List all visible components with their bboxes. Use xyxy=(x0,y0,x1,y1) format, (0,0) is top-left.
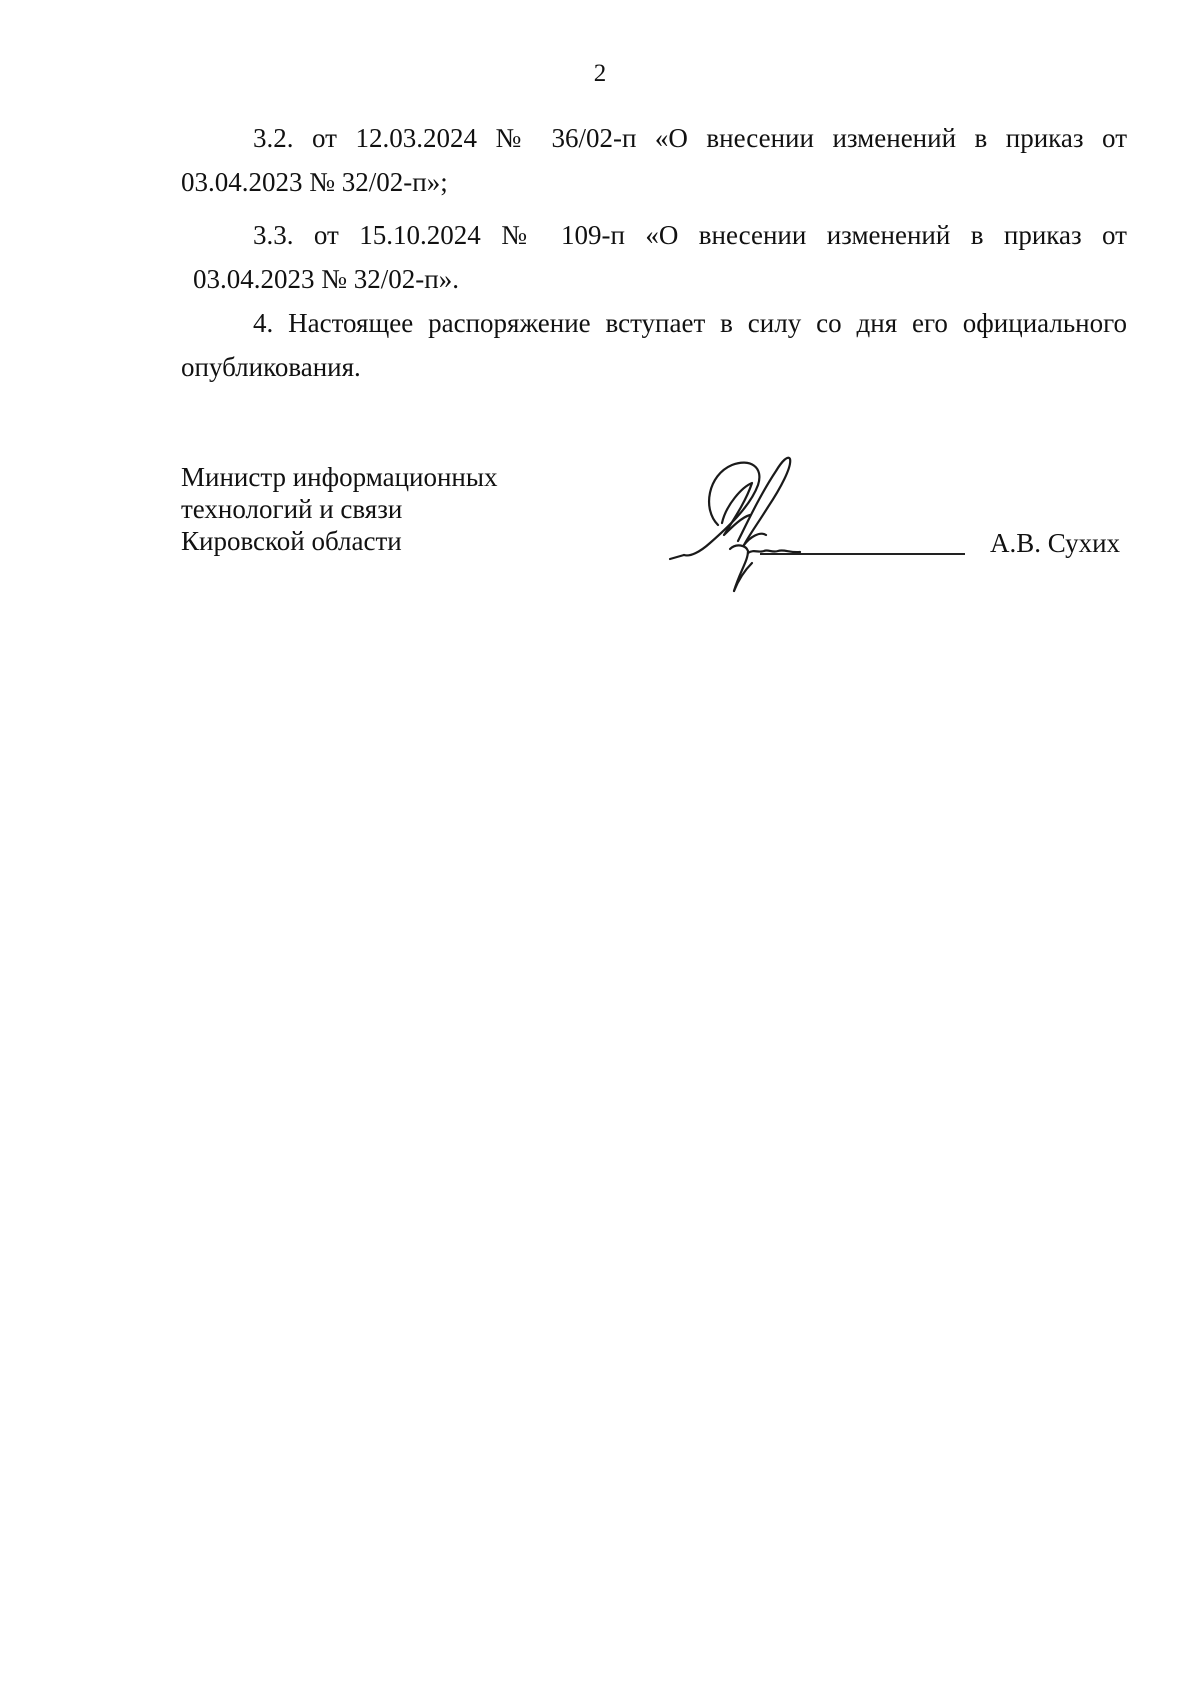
paragraph-3-2 xyxy=(181,116,1127,204)
paragraph-3-2-line-1: 3.2. от 12.03.2024 № 36/02-п «О внесении изменений в приказ от xyxy=(253,123,1127,153)
paragraph-3-3-line-1: 3.3. от 15.10.2024 № 109-п «О внесении изменений в приказ от xyxy=(253,220,1127,250)
signer-title xyxy=(181,461,498,557)
signer-name: А.В. Сухих xyxy=(990,528,1121,558)
paragraph-3-3-line-2: 03.04.2023 № 32/02-п». xyxy=(193,264,459,294)
signer-title-line-2: технологий и связи xyxy=(181,494,403,524)
page-number: 2 xyxy=(593,60,607,87)
signer-title-line-1: Министр информационных xyxy=(181,462,498,492)
handwritten-signature-icon xyxy=(660,445,980,605)
paragraph-4 xyxy=(181,301,1127,389)
paragraph-4-line-1: 4. Настоящее распоряжение вступает в силу со дня его официального xyxy=(253,308,1127,338)
paragraph-4-line-2: опубликования. xyxy=(181,352,361,382)
signer-title-line-3: Кировской области xyxy=(181,526,402,556)
paragraph-3-3 xyxy=(181,213,1127,301)
signature-line xyxy=(760,553,965,555)
paragraph-3-2-line-2: 03.04.2023 № 32/02-п»; xyxy=(181,167,448,197)
